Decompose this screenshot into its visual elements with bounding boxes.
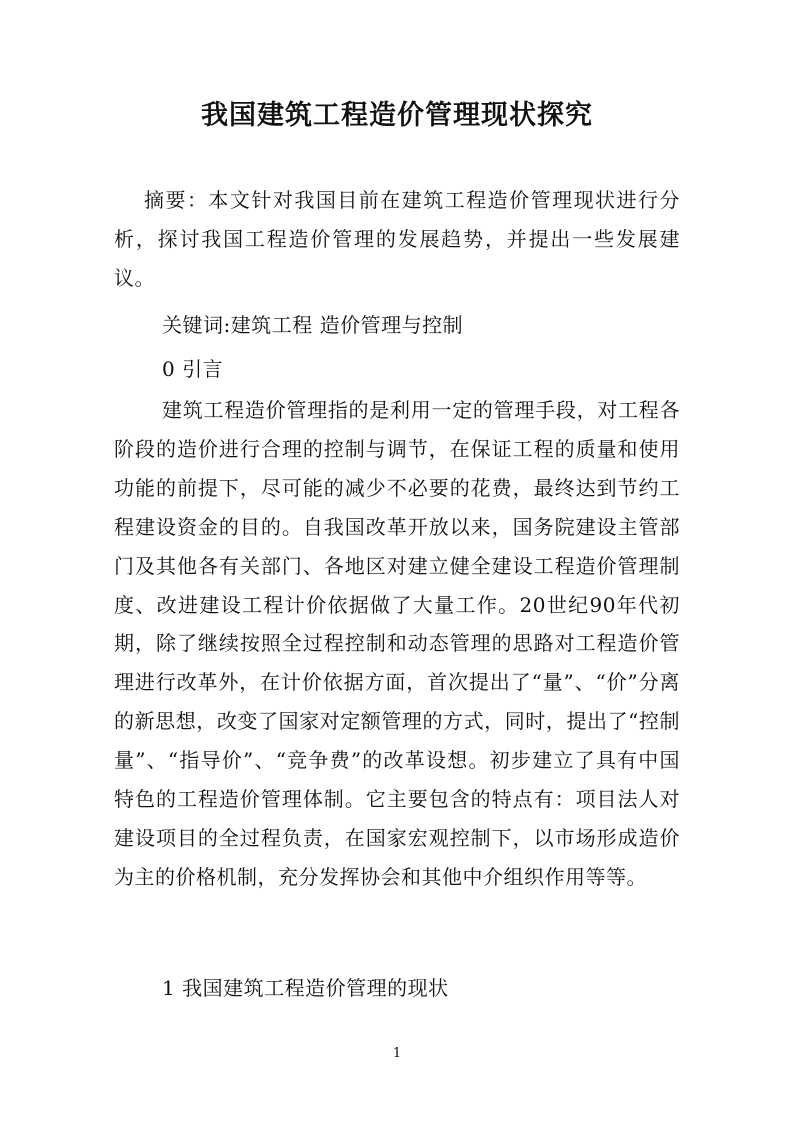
page-number: 1 — [392, 1046, 402, 1061]
intro-heading: 0 引言 — [162, 357, 224, 381]
document-title: 我国建筑工程造价管理现状探究 — [201, 100, 593, 131]
keywords-line: 关键词:建筑工程 造价管理与控制 — [162, 313, 464, 337]
intro-paragraph: 建筑工程造价管理指的是利用一定的管理手段，对工程各阶段的造价进行合理的控制与调节，在保证工程的质量和使用功能的前提下，尽可能的减少不必要的花费，最终达到节约工程建设资金的目的。自我国改革开放以来，国务院建设主管部门及其他各有关部门、各地区对建立健全建设工程造价管理制度、改进建设工程计价依据做了大量工作。20世纪90年代初期，除了继续按照全过程控制和动态管理的思路对工程造价管理进行改革外，在计价依据方面，首次提出了“量”、“价”分离的新思想，改变了国家对定额管理的方式，同时，提出了“控制量”、“指导价”、“竞争费”的改革设想。初步建立了具有中国特色的工程造价管理体制。它主要包含的特点有：项目法人对建设项目的全过程负责，在国家宏观控制下，以市场形成造价为主的价格机制，充分发挥协会和其他中介组织作用等等。 — [114, 398, 680, 889]
section1-heading: 1 我国建筑工程造价管理的现状 — [162, 976, 449, 1000]
abstract-paragraph: 摘要：本文针对我国目前在建筑工程造价管理现状进行分析，探讨我国工程造价管理的发展趋势，并提出一些发展建议。 — [114, 188, 680, 290]
